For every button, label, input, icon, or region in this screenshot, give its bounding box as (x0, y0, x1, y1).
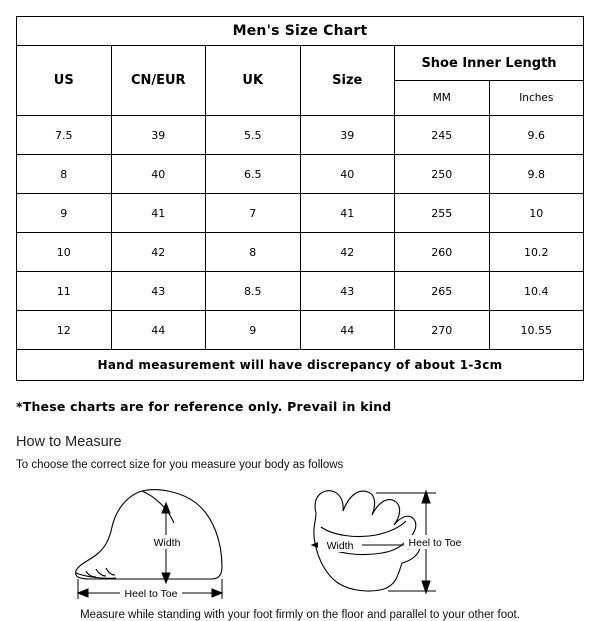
cell-uk: 9 (206, 311, 301, 350)
cell-mm: 265 (395, 272, 490, 311)
table-row (17, 155, 584, 194)
cell-us: 12 (17, 311, 112, 350)
chart-title: Men's Size Chart (17, 17, 584, 46)
cell-inches: 10.2 (489, 233, 584, 272)
cell-inches: 9.8 (489, 155, 584, 194)
cell-mm: 250 (395, 155, 490, 194)
cell-cn-eur: 41 (111, 194, 206, 233)
cell-inches: 10.4 (489, 272, 584, 311)
header-us: US (17, 46, 112, 116)
table-row (17, 233, 584, 272)
cell-us: 7.5 (17, 116, 112, 155)
how-to-measure-title: How to Measure (16, 434, 122, 450)
cell-us: 10 (17, 233, 112, 272)
cell-mm: 270 (395, 311, 490, 350)
how-to-measure-subtitle: To choose the correct size for you measure your body as follows (16, 459, 344, 471)
cell-us: 8 (17, 155, 112, 194)
cell-size: 43 (300, 272, 395, 311)
cell-size: 42 (300, 233, 395, 272)
side-heel-to-toe-label: Heel to Toe (124, 588, 178, 600)
cell-mm: 245 (395, 116, 490, 155)
cell-us: 9 (17, 194, 112, 233)
measure-footer-note: Measure while standing with your foot firmly on the floor and parallel to your other foot. (80, 609, 520, 621)
table-row (17, 116, 584, 155)
cell-size: 44 (300, 311, 395, 350)
cell-inches: 9.6 (489, 116, 584, 155)
cell-cn-eur: 40 (111, 155, 206, 194)
header-cn-eur: CN/EUR (111, 46, 206, 116)
cell-cn-eur: 42 (111, 233, 206, 272)
cell-inches: 10.55 (489, 311, 584, 350)
table-row (17, 272, 584, 311)
table-row (17, 194, 584, 233)
cell-uk: 7 (206, 194, 301, 233)
header-shoe-inner-length: Shoe Inner Length (395, 46, 584, 81)
table-row (17, 311, 584, 350)
table-footer-row (17, 350, 584, 381)
header-uk: UK (206, 46, 301, 116)
cell-size: 39 (300, 116, 395, 155)
cell-mm: 255 (395, 194, 490, 233)
side-foot-illustration (76, 490, 222, 579)
cell-uk: 8 (206, 233, 301, 272)
size-chart-table (16, 16, 584, 381)
cell-size: 41 (300, 194, 395, 233)
side-width-label: Width (153, 537, 181, 549)
cell-us: 11 (17, 272, 112, 311)
cell-cn-eur: 39 (111, 116, 206, 155)
cell-size: 40 (300, 155, 395, 194)
table-header-row (17, 46, 584, 81)
top-width-label: Width (326, 540, 354, 552)
reference-note: *These charts are for reference only. Prevail in kind (16, 399, 392, 414)
cell-cn-eur: 43 (111, 272, 206, 311)
header-mm: MM (395, 81, 490, 116)
cell-uk: 8.5 (206, 272, 301, 311)
cell-uk: 6.5 (206, 155, 301, 194)
cell-uk: 5.5 (206, 116, 301, 155)
table-title-row (17, 17, 584, 46)
hand-measurement-note: Hand measurement will have discrepancy of about 1-3cm (17, 350, 584, 381)
cell-cn-eur: 44 (111, 311, 206, 350)
cell-inches: 10 (489, 194, 584, 233)
top-heel-to-toe-label: Heel to Toe (408, 537, 462, 549)
header-inches: Inches (489, 81, 584, 116)
measurement-diagram (16, 483, 584, 603)
cell-mm: 260 (395, 233, 490, 272)
header-size: Size (300, 46, 395, 116)
